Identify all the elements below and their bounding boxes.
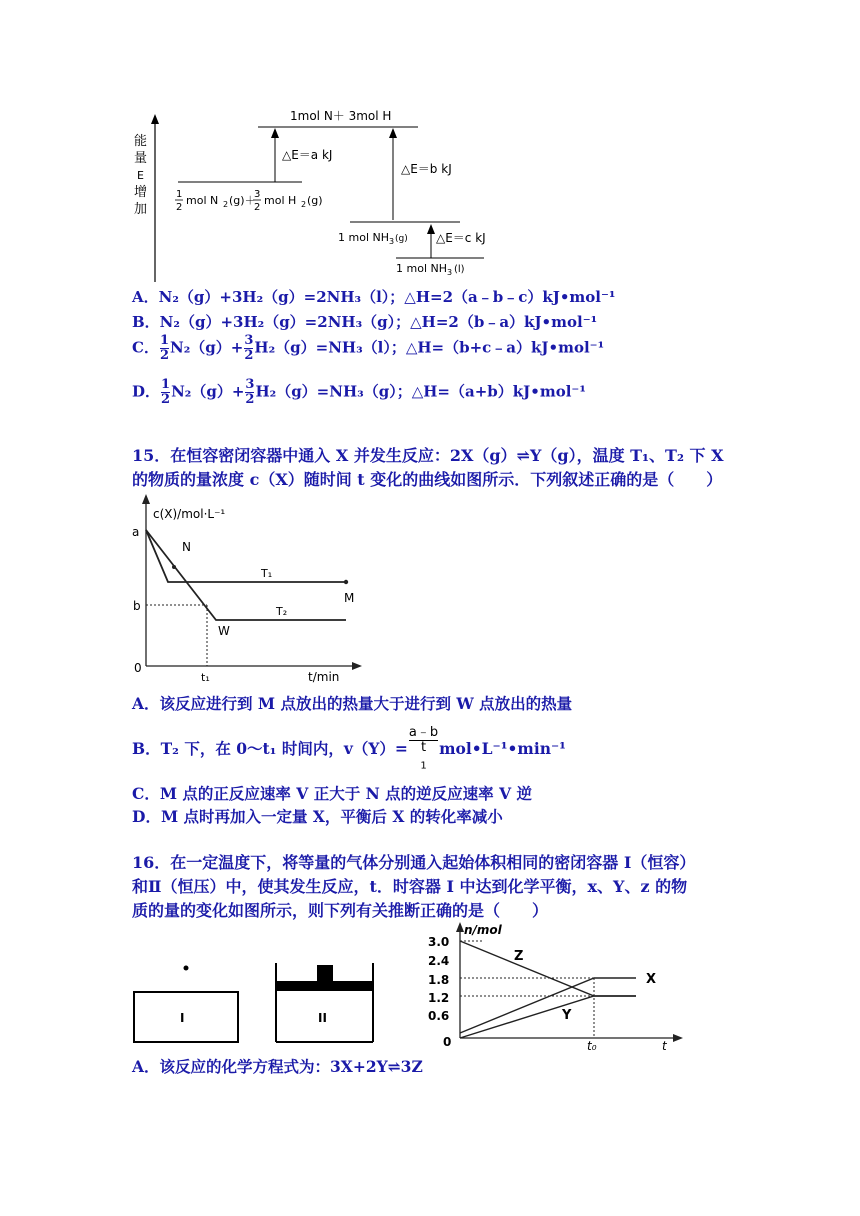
q15-option-d[interactable]: D．M 点时再加入一定量 X，平衡后 X 的转化率减小 bbox=[132, 807, 503, 826]
label-t2: T₂ bbox=[276, 605, 288, 618]
moles-time-graph bbox=[424, 920, 694, 1052]
ytick: 3.0 bbox=[428, 935, 450, 949]
tick-t1: t₁ bbox=[201, 671, 210, 684]
tick-t0: t₀ bbox=[587, 1039, 597, 1052]
svg-text:(g)＋: (g)＋ bbox=[229, 194, 256, 207]
concentration-time-graph bbox=[128, 492, 368, 684]
label-y: Y bbox=[562, 1008, 572, 1023]
svg-text:1: 1 bbox=[176, 189, 183, 200]
ytick: 1.2 bbox=[428, 991, 450, 1005]
y-axis-label: n/mol bbox=[464, 923, 502, 937]
q14-option-b[interactable]: B．N₂（g）+3H₂（g）=2NH₃（g）；△H=2（b﹣a）kJ•mol⁻¹ bbox=[132, 313, 598, 331]
label-m: M bbox=[344, 591, 355, 605]
label-x: X bbox=[646, 972, 657, 987]
label-t1: T₁ bbox=[261, 567, 273, 580]
svg-text:mol N: mol N bbox=[186, 194, 219, 207]
svg-text:3: 3 bbox=[389, 237, 395, 246]
svg-text:(l): (l) bbox=[454, 264, 465, 275]
piston bbox=[277, 981, 372, 991]
container-i-label: I bbox=[180, 1011, 185, 1025]
svg-text:(g): (g) bbox=[395, 234, 408, 244]
tick-t: t bbox=[662, 1039, 667, 1052]
delta-e-c: △E＝c kJ bbox=[436, 231, 486, 245]
left-level-label bbox=[175, 189, 323, 213]
q14-option-a[interactable]: A．N₂（g）+3H₂（g）=2NH₃（l）；△H=2（a﹣b﹣c）kJ•mol⁻¹ bbox=[132, 288, 616, 306]
q15-option-b[interactable]: B．T₂ 下，在 0～t₁ 时间内，v（Y）= a﹣b t $_1$ mol•L⁻¹•min⁻¹ bbox=[132, 725, 566, 772]
curve-x bbox=[460, 978, 636, 1033]
container-ii-label: II bbox=[318, 1011, 327, 1025]
nh3-liquid-label bbox=[396, 262, 465, 277]
svg-text:3: 3 bbox=[447, 268, 453, 277]
container-diagram bbox=[128, 955, 388, 1050]
y-axis-label: c(X)/mol·L⁻¹ bbox=[153, 507, 226, 521]
energy-diagram bbox=[120, 100, 520, 285]
delta-e-a: △E＝a kJ bbox=[282, 148, 333, 162]
q14-option-d[interactable]: D． $\frac{1}{2}$ N₂（g）+ $\frac{3}{2}$ H₂（g）=NH₃（g）；△H=（a+b）kJ•mol⁻¹ bbox=[132, 377, 586, 407]
container-i bbox=[134, 992, 238, 1042]
axis-char: 增 bbox=[134, 185, 148, 200]
curve-y bbox=[460, 996, 636, 1038]
svg-text:2: 2 bbox=[301, 200, 307, 209]
q14-option-c[interactable]: C． $\frac{1}{2}$ N₂（g）+ $\frac{3}{2}$ H₂（g）=NH₃（l）；△H=（b+c﹣a）kJ•mol⁻¹ bbox=[132, 333, 605, 363]
curve-t2 bbox=[146, 530, 346, 620]
q15-stem-line1: 15．在恒容密闭容器中通入 X 并发生反应：2X（g）⇌Y（g），温度 T₁、T₂ 下 X bbox=[132, 446, 724, 465]
origin: 0 bbox=[134, 661, 142, 675]
axis-char: 能 bbox=[134, 134, 148, 149]
point-n bbox=[172, 565, 176, 569]
svg-text:3: 3 bbox=[254, 189, 261, 200]
ytick: 2.4 bbox=[428, 954, 450, 968]
svg-text:2: 2 bbox=[223, 200, 229, 209]
axis-char: 量 bbox=[134, 151, 148, 166]
ytick: 1.8 bbox=[428, 973, 450, 987]
top-level-label: 1mol N＋ 3mol H bbox=[290, 109, 392, 123]
curve-t1 bbox=[146, 530, 346, 582]
label-w: W bbox=[218, 624, 230, 638]
q16-stem-line2: 和Ⅱ（恒压）中，使其发生反应，t．时容器 I 中达到化学平衡，x、Y、z 的物 bbox=[132, 877, 688, 896]
svg-text:mol H: mol H bbox=[264, 194, 297, 207]
label-n: N bbox=[182, 540, 191, 554]
origin: 0 bbox=[443, 1035, 452, 1049]
q16-option-a[interactable]: A．该反应的化学方程式为：3X+2Y⇌3Z bbox=[132, 1057, 423, 1076]
nh3-gas-label bbox=[338, 231, 408, 246]
svg-text:2: 2 bbox=[254, 202, 261, 213]
delta-e-b: △E＝b kJ bbox=[401, 162, 452, 176]
q15-option-a[interactable]: A．该反应进行到 M 点放出的热量大于进行到 W 点放出的热量 bbox=[132, 694, 573, 713]
axis-char: 加 bbox=[134, 202, 148, 217]
q16-stem-line1: 16．在一定温度下，将等量的气体分别通入起始体积相同的密闭容器 I（恒容） bbox=[132, 853, 696, 872]
label-z: Z bbox=[514, 949, 524, 964]
curve-z bbox=[460, 941, 636, 996]
q15-stem-line2: 的物质的量浓度 c（X）随时间 t 变化的曲线如图所示．下列叙述正确的是（ ） bbox=[132, 470, 723, 489]
svg-text:(g): (g) bbox=[307, 194, 323, 207]
tick-b: b bbox=[133, 599, 141, 613]
svg-text:1 mol NH: 1 mol NH bbox=[396, 262, 447, 275]
axis-char: E bbox=[137, 169, 144, 182]
svg-text:2: 2 bbox=[176, 202, 183, 213]
q16-stem-line3: 质的量的变化如图所示，则下列有关推断正确的是（ ） bbox=[132, 901, 549, 920]
x-axis-label: t/min bbox=[308, 670, 340, 684]
q15-option-c[interactable]: C．M 点的正反应速率 V 正大于 N 点的逆反应速率 V 逆 bbox=[132, 784, 532, 803]
ytick: 0.6 bbox=[428, 1009, 450, 1023]
tick-a: a bbox=[132, 525, 140, 539]
svg-text:1 mol NH: 1 mol NH bbox=[338, 231, 389, 244]
point-m bbox=[344, 580, 348, 584]
